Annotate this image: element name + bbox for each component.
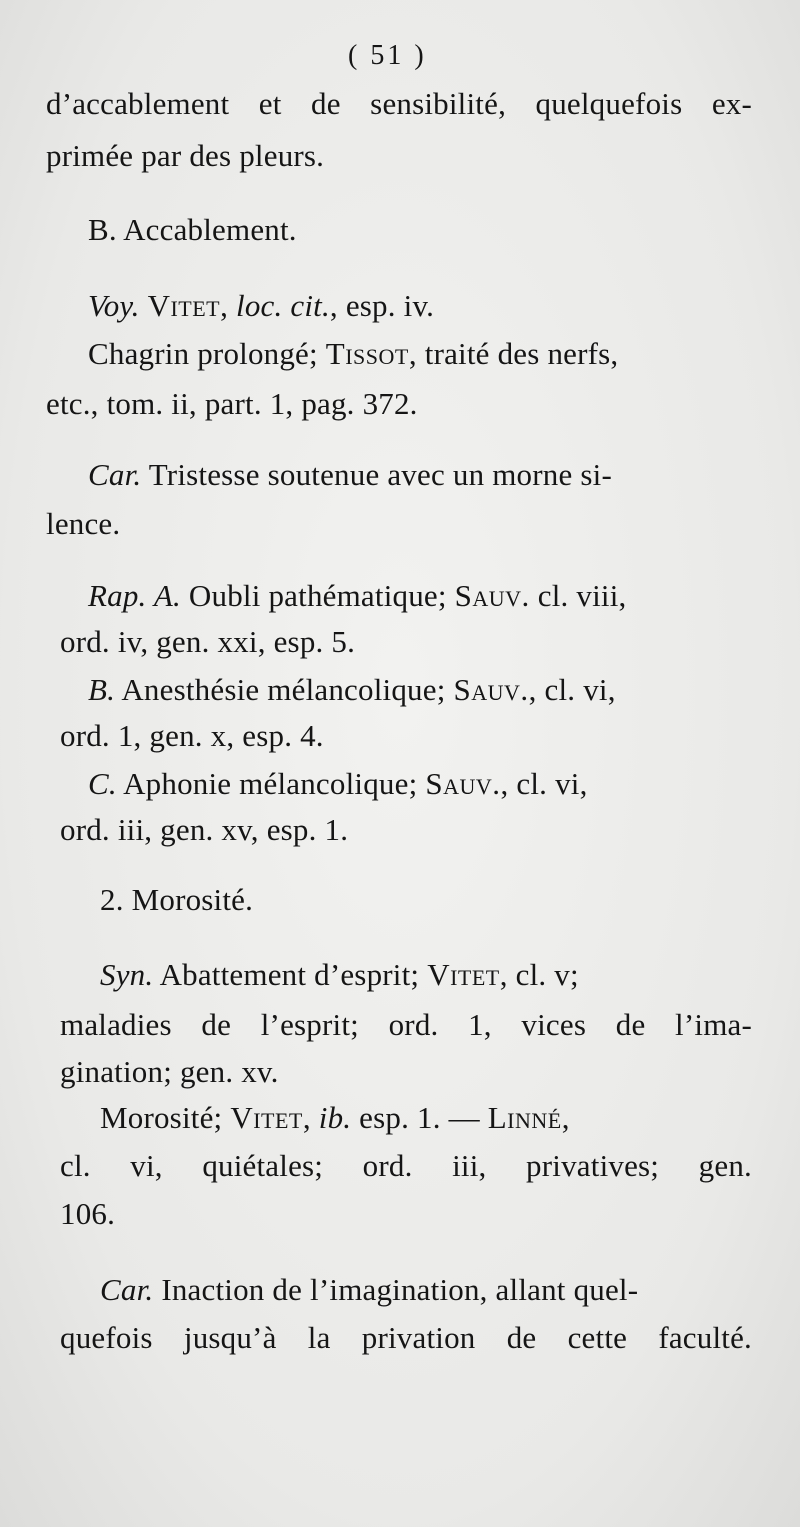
punct: , bbox=[302, 1100, 311, 1135]
text-segment: esp. 1. — bbox=[359, 1100, 480, 1135]
abbr-car: Car. bbox=[88, 457, 142, 492]
punct: , bbox=[220, 288, 229, 323]
author-name: Linné bbox=[487, 1100, 562, 1135]
text-line: 106. bbox=[60, 1196, 116, 1231]
section-heading: B. Accablement. bbox=[88, 212, 297, 247]
page-number: ( 51 ) bbox=[348, 40, 427, 71]
author-name: Sauv. bbox=[425, 766, 501, 801]
text-line: ord. iii, gen. xv, esp. 1. bbox=[60, 812, 349, 847]
text-line: gination; gen. xv. bbox=[60, 1054, 279, 1089]
text-line: ord. 1, gen. x, esp. 4. bbox=[60, 718, 324, 753]
abbr-rap: Rap. A. bbox=[88, 578, 181, 613]
abbr-ib: ib. bbox=[318, 1100, 352, 1135]
reference-line bbox=[88, 334, 618, 374]
abbr-b: B. bbox=[88, 672, 116, 707]
text-line: quefois jusqu’à la privation de cette faculté. bbox=[60, 1320, 752, 1355]
text-segment: Abattement d’esprit; bbox=[159, 957, 420, 992]
text-line: ord. iv, gen. xxi, esp. 5. bbox=[60, 624, 356, 659]
section-heading: 2. Morosité. bbox=[100, 882, 254, 917]
reference-tail: , traité des nerfs, bbox=[408, 336, 619, 371]
text-segment: Tristesse soutenue avec un morne si- bbox=[148, 457, 612, 492]
author-name: Vitet bbox=[230, 1100, 303, 1135]
reference-line bbox=[88, 576, 627, 616]
citation-italic: loc. cit. bbox=[236, 288, 330, 323]
author-name: Sauv. bbox=[454, 578, 530, 613]
text-line bbox=[100, 1270, 638, 1310]
text-line bbox=[88, 455, 612, 495]
author-name: Sauv. bbox=[453, 672, 529, 707]
abbr-syn: Syn. bbox=[100, 957, 154, 992]
abbr-voy: Voy. bbox=[88, 288, 140, 323]
abbr-car: Car. bbox=[100, 1272, 154, 1307]
reference-line bbox=[100, 955, 579, 995]
punct: , bbox=[561, 1100, 570, 1135]
reference-tail: , cl. vi, bbox=[528, 672, 616, 707]
bleed-through-texture bbox=[40, 70, 760, 1450]
author-name: Tissot bbox=[325, 336, 409, 371]
text-segment: Morosité; bbox=[100, 1100, 223, 1135]
text-segment: Oubli pathématique; bbox=[188, 578, 447, 613]
text-segment: Anesthésie mélancolique; bbox=[121, 672, 446, 707]
text-segment: Inaction de l’imagination, allant quel- bbox=[161, 1272, 639, 1307]
author-name: Vitet bbox=[147, 288, 221, 323]
reference-tail: , cl. vi, bbox=[500, 766, 588, 801]
reference-line bbox=[100, 1098, 570, 1138]
reference-tail: , esp. iv. bbox=[329, 288, 435, 323]
reference-line bbox=[88, 286, 434, 326]
text-line: primée par des pleurs. bbox=[46, 138, 325, 173]
reference-head: Chagrin prolongé; bbox=[88, 336, 318, 371]
text-segment: Aphonie mélancolique; bbox=[123, 766, 418, 801]
author-name: Vitet bbox=[427, 957, 500, 992]
reference-line bbox=[88, 764, 588, 804]
text-line: maladies de l’esprit; ord. 1, vices de l’ima- bbox=[60, 1007, 752, 1042]
text-line: d’accablement et de sensibilité, quelquefois ex- bbox=[46, 86, 752, 121]
reference-tail: cl. viii, bbox=[537, 578, 627, 613]
abbr-c: C. bbox=[88, 766, 117, 801]
text-line: etc., tom. ii, part. 1, pag. 372. bbox=[46, 386, 418, 421]
text-line: lence. bbox=[46, 506, 121, 541]
text-line: cl. vi, quiétales; ord. iii, privatives; gen. bbox=[60, 1148, 752, 1183]
reference-line bbox=[88, 670, 616, 710]
reference-tail: , cl. v; bbox=[499, 957, 579, 992]
